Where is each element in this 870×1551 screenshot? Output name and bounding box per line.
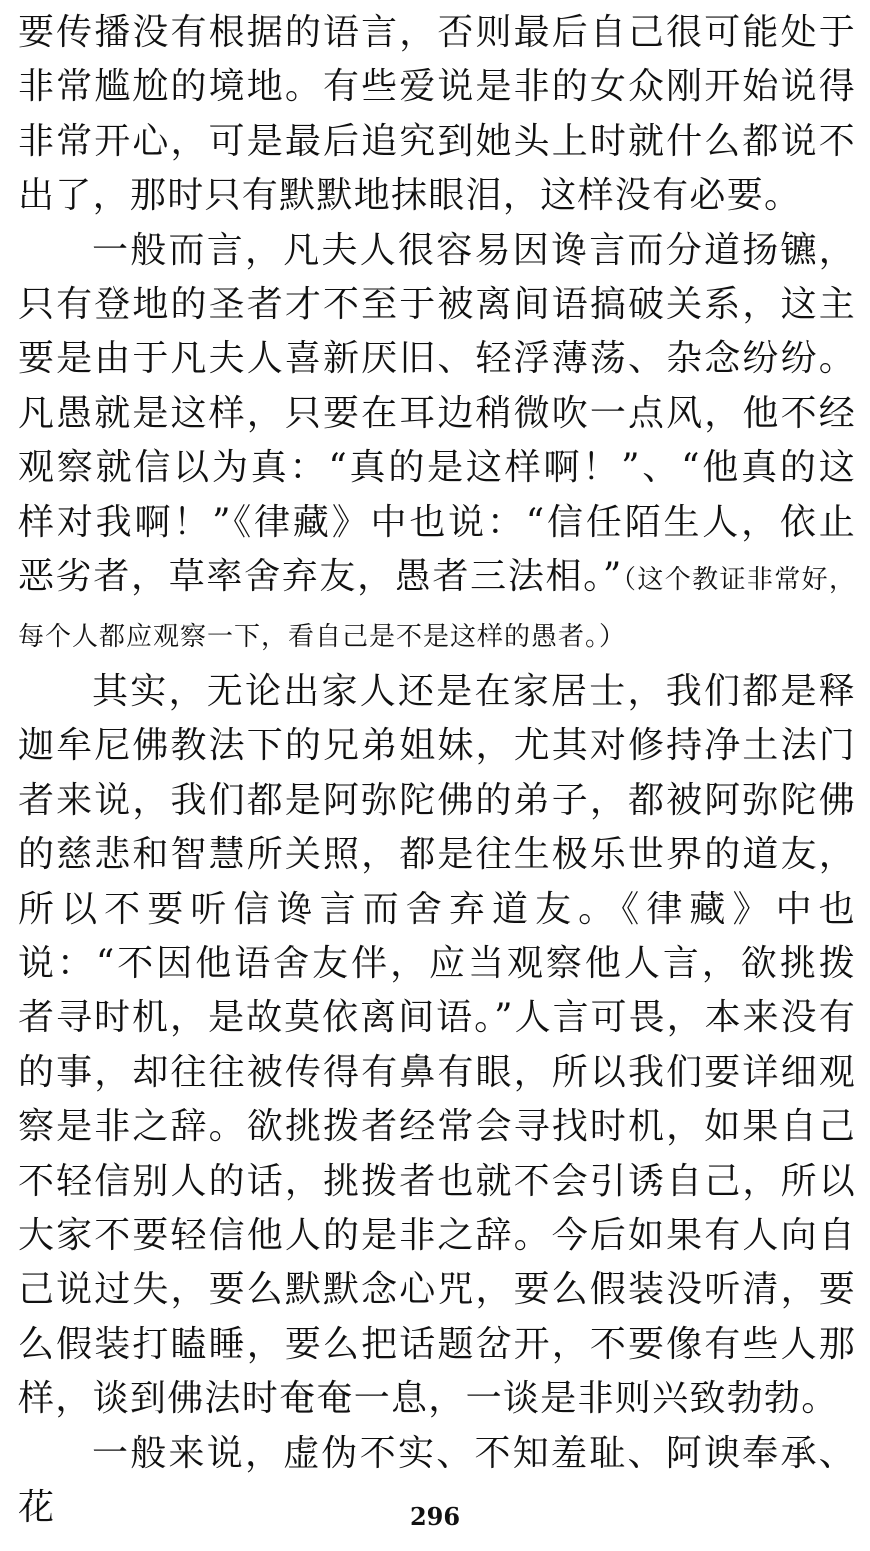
paragraph-dharma-friends: 其实，无论出家人还是在家居士，我们都是释迦牟尼佛教法下的兄弟姐妹，尤其对修持净土法门者来说，我们都是阿弥陀佛的弟子，都被阿弥陀佛的慈悲和智慧所关照，都是往生极乐世界的道友，所以不要听信谗言而舍弃道友。《律藏》中也说：“不因他语舍友伴，应当观察他人言，欲挑拨者寻时机，是故莫依离间语。”人言可畏，本来没有的事，却往往被传得有鼻有眼，所以我们要详细观察是非之辞。欲挑拨者经常会寻找时机，如果自己不轻信别人的话，挑拨者也就不会引诱自己，所以大家不要轻信他人的是非之辞。今后如果有人向自己说过失，要么默默念心咒，要么假装没听清，要么假装打瞌睡，要么把话题岔开，不要像有些人那样，谈到佛法时奄奄一息，一谈是非则兴致勃勃。 <box>18 670 856 1420</box>
page-number: 296 <box>409 1502 461 1531</box>
paragraph-continued: 要传播没有根据的语言，否则最后自己很可能处于非常尴尬的境地。有些爱说是非的女众刚开始说得非常开心，可是最后追究到她头上时就什么都说不出了，那时只有默默地抹眼泪，这样没有必要。 <box>18 12 856 217</box>
paragraph-text: 一般而言，凡夫人很容易因谗言而分道扬镳，只有登地的圣者才不至于被离间语搞破关系，这主要是由于凡夫人喜新厌旧、轻浮薄荡、杂念纷纷。凡愚就是这样，只要在耳边稍微吹一点风，他不经观察就信以为真：“真的是这样啊！”、“他真的这样对我啊！”《律藏》中也说：“信任陌生人，依止恶劣者，草率舍弃友，愚者三法相。” <box>18 229 856 598</box>
paragraph-slander <box>18 224 856 665</box>
body-text <box>18 0 856 1535</box>
parenthetical-note: （这个教证非常好，每个人都应观察一下，看自己是不是这样的愚者。） <box>18 565 856 653</box>
paragraph-last-line: 一般来说，虚伪不实、不知羞耻、阿谀奉承、花 <box>18 1432 856 1528</box>
